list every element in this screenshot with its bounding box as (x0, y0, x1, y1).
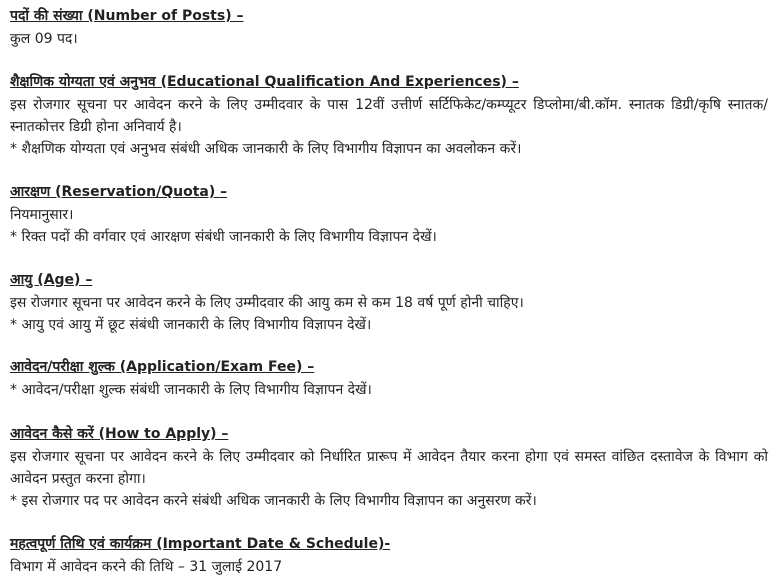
how-to-apply-paragraph: इस रोजगार सूचना पर आवेदन करने के लिए उम्मीदवार को निर्धारित प्रारूप में आवेदन तैयार करना होगा एवं समस्त वांछित दस्तावेज के विभाग को आवेदन प्रस्तुत करना होगा। (10, 449, 768, 487)
how-to-apply-note: * इस रोजगार पद पर आवेदन करने संबंधी अधिक जानकारी के लिए विभागीय विज्ञापन का अनुसरण करें। (10, 493, 537, 509)
posts-count-text: कुल 09 पद। (10, 31, 78, 47)
section-important-dates (10, 534, 768, 578)
section-educational-qualification (10, 72, 768, 160)
section-number-of-posts (10, 6, 768, 50)
heading-important-dates: महत्वपूर्ण तिथि एवं कार्यक्रम (Important Date & Schedule)- (10, 536, 391, 552)
section-age (10, 270, 768, 336)
section-application-fee (10, 357, 768, 401)
application-date-text: विभाग में आवेदन करने की तिथि – 31 जुलाई 2017 (10, 559, 283, 575)
heading-educational-qualification: शैक्षणिक योग्यता एवं अनुभव (Educational Qualification And Experiences) – (10, 74, 519, 90)
reservation-text: नियमानुसार। (10, 207, 74, 223)
qualification-paragraph: इस रोजगार सूचना पर आवेदन करने के लिए उम्मीदवार के पास 12वीं उत्तीर्ण सर्टिफिकेट/कम्प्यूटर डिप्लोमा/बी.कॉम. स्नातक डिग्री/कृषि स्नातक/स्नातकोत्तर डिग्री होना अनिवार्य है। (10, 97, 768, 135)
qualification-note: * शैक्षणिक योग्यता एवं अनुभव संबंधी अधिक जानकारी के लिए विभागीय विज्ञापन का अवलोकन करें। (10, 141, 522, 157)
section-reservation (10, 182, 768, 248)
fee-note: * आवेदन/परीक्षा शुल्क संबंधी जानकारी के लिए विभागीय विज्ञापन देखें। (10, 382, 372, 398)
heading-how-to-apply: आवेदन कैसे करें (How to Apply) – (10, 426, 229, 442)
reservation-note: * रिक्त पदों की वर्गवार एवं आरक्षण संबंधी जानकारी के लिए विभागीय विज्ञापन देखें। (10, 229, 437, 245)
age-text: इस रोजगार सूचना पर आवेदन करने के लिए उम्मीदवार की आयु कम से कम 18 वर्ष पूर्ण होनी चाहिए। (10, 295, 524, 311)
heading-reservation: आरक्षण (Reservation/Quota) – (10, 184, 228, 200)
heading-age: आयु (Age) – (10, 272, 93, 288)
section-how-to-apply (10, 424, 768, 512)
age-note: * आयु एवं आयु में छूट संबंधी जानकारी के लिए विभागीय विज्ञापन देखें। (10, 317, 372, 333)
heading-application-fee: आवेदन/परीक्षा शुल्क (Application/Exam Fee) – (10, 359, 315, 375)
heading-number-of-posts: पदों की संख्या (Number of Posts) – (10, 8, 244, 24)
